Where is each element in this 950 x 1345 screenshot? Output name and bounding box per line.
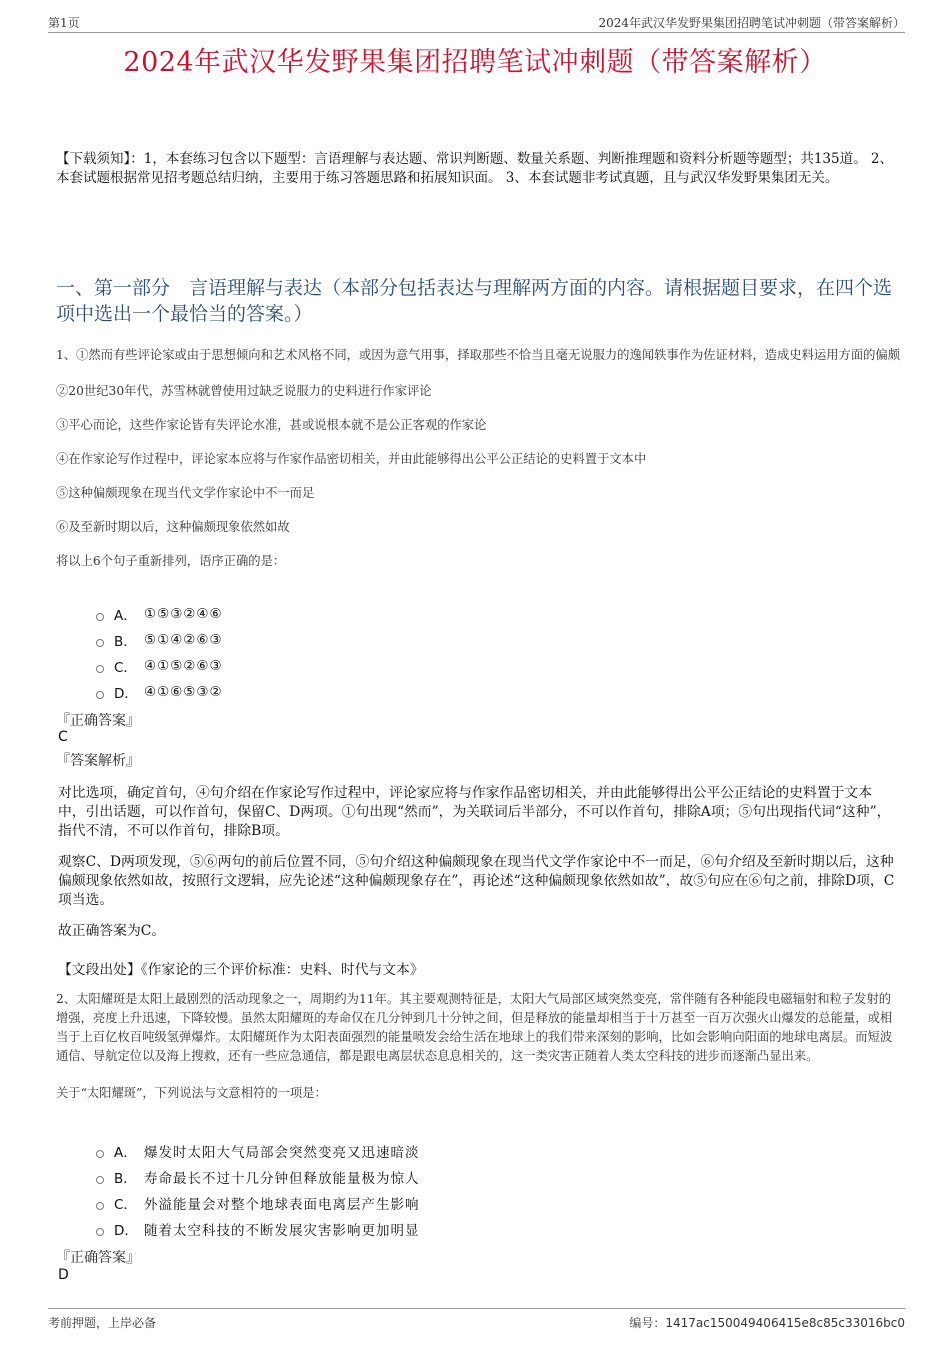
question-1-sentence: ⑤这种偏颇现象在现当代文学作家论中不一而足: [56, 486, 315, 500]
question-2-options: [96, 1138, 420, 1242]
code-label: 编号：: [629, 1316, 666, 1330]
text-source: 【文段出处】《作家论的三个评价标准：史料、时代与文本》: [58, 962, 424, 978]
option-a[interactable]: A． 爆发时太阳大气局部会突然变亮又迅速暗淡: [96, 1138, 420, 1164]
question-2-prompt: 关于“太阳耀斑”，下列说法与文意相符的一项是：: [56, 1086, 327, 1100]
question-1-sentence: 1、①然而有些评论家或由于思想倾向和艺术风格不同，或因为意气用事，择取那些不恰当且毫无说服力的逸闻轶事作为佐证材料，造成史料运用方面的偏颇: [56, 348, 901, 362]
answer-value: C: [58, 729, 68, 745]
radio-button-icon[interactable]: [96, 1228, 104, 1236]
option-d[interactable]: D． ④①⑥⑤③②: [96, 679, 223, 705]
answer-label: 『正确答案』: [56, 713, 140, 729]
footer-slogan: 考前押题，上岸必备: [48, 1316, 157, 1330]
radio-button-icon[interactable]: [96, 665, 104, 673]
question-1-sentence: ④在作家论写作过程中，评论家本应将与作家作品密切相关，并由此能够得出公平公正结论的史料置于文本中: [56, 452, 647, 466]
section-heading: 一、第一部分 言语理解与表达（本部分包括表达与理解两方面的内容。请根据题目要求，在四个选项中选出一个最恰当的答案。）: [56, 277, 893, 325]
question-2-passage: 2、太阳耀斑是太阳上最剧烈的活动现象之一，周期约为11年。其主要观测特征是，太阳大气局部区域突然变亮，常伴随有各种能段电磁辐射和粒子发射的增强，亮度上升迅速，下降较慢。虽然太阳耀斑的寿命仅在几分钟到几十分钟之间，但是释放的能量却相当于十万甚至一百万次强火山爆发的总能量，或相当于上百亿枚百吨级氢弹爆炸。太阳耀斑作为太阳表面强烈的能量喷发会给生活在地球上的我们带来深刻的影响，比如会影响向阳面的地球电离层。而短波通信、导航定位以及海上搜救，还有一些应急通信，都是跟电离层状态息息相关的，这一类灾害正随着人类太空科技的进步而逐渐凸显出来。: [56, 992, 893, 1063]
document-title: 2024年武汉华发野果集团招聘笔试冲刺题（带答案解析）: [123, 47, 827, 78]
document-code: [629, 1314, 905, 1331]
radio-button-icon[interactable]: [96, 691, 104, 699]
question-1-options: [96, 601, 223, 705]
question-2-stem: [56, 990, 902, 1104]
radio-button-icon[interactable]: [96, 613, 104, 621]
analysis-paragraph: 对比选项，确定首句，④句介绍在作家论写作过程中，评论家应将与作家作品密切相关，并由此能够得出公平公正结论的史料置于文本中，引出话题，可以作首句，保留C、D两项。①句出现“然而”，为关联词后半部分，不可以作首句，排除A项；⑤句出现指代词“这种”，指代不清，不可以作首句，排除B项。: [58, 785, 891, 839]
page-footer: [48, 1308, 905, 1335]
option-c[interactable]: C． ④①⑤②⑥③: [96, 653, 223, 679]
question-1-stem: [56, 345, 902, 572]
answer-value: D: [58, 1267, 69, 1283]
question-1-sentence: ②20世纪30年代，苏雪林就曾使用过缺乏说服力的史料进行作家评论: [56, 384, 432, 398]
page-header: [48, 12, 905, 33]
page-number: 第1页: [48, 16, 80, 30]
analysis-paragraph: 故正确答案为C。: [58, 923, 166, 939]
option-c[interactable]: C． 外溢能量会对整个地球表面电离层产生影响: [96, 1190, 420, 1216]
analysis-paragraph: 观察C、D两项发现，⑤⑥两句的前后位置不同，⑤句介绍这种偏颇现象在现当代文学作家论中不一而足，⑥句介绍及至新时期以后，这种偏颇现象依然如故，按照行文逻辑，应先论述“这种偏颇现象存在”，再论述“这种偏颇现象依然如故”，故⑤句应在⑥句之前，排除D项，C项当选。: [58, 854, 895, 908]
option-d[interactable]: D． 随着太空科技的不断发展灾害影响更加明显: [96, 1216, 420, 1242]
answer-analysis: [58, 784, 898, 953]
download-notice: 【下载须知】：1，本套练习包含以下题型：言语理解与表达题、常识判断题、数量关系题、判断推理题和资料分析题等题型；共135道。 2、本套试题根据常见招考题总结归纳，主要用于练习答题思路和拓展知识面。 3、本套试题非考试真题，且与武汉华发野果集团无关。: [56, 151, 893, 186]
code-value: 1417ac150049406415e8c85c33016bc0: [665, 1316, 905, 1330]
header-doc-title: 2024年武汉华发野果集团招聘笔试冲刺题（带答案解析）: [598, 16, 905, 30]
radio-button-icon[interactable]: [96, 1202, 104, 1210]
question-1-sentence: ⑥及至新时期以后，这种偏颇现象依然如故: [56, 520, 290, 534]
radio-button-icon[interactable]: [96, 639, 104, 647]
question-1-sentence: ③平心而论，这些作家论皆有失评论水准，甚或说根本就不是公正客观的作家论: [56, 418, 487, 432]
answer-label: 『正确答案』: [56, 1250, 140, 1266]
option-b[interactable]: B． ⑤①④②⑥③: [96, 627, 223, 653]
radio-button-icon[interactable]: [96, 1176, 104, 1184]
radio-button-icon[interactable]: [96, 1150, 104, 1158]
option-b[interactable]: B． 寿命最长不过十几分钟但释放能量极为惊人: [96, 1164, 420, 1190]
option-a[interactable]: A． ①⑤③②④⑥: [96, 601, 223, 627]
question-1-prompt: 将以上6个句子重新排列，语序正确的是：: [56, 554, 286, 568]
analysis-label: 『答案解析』: [56, 753, 140, 769]
